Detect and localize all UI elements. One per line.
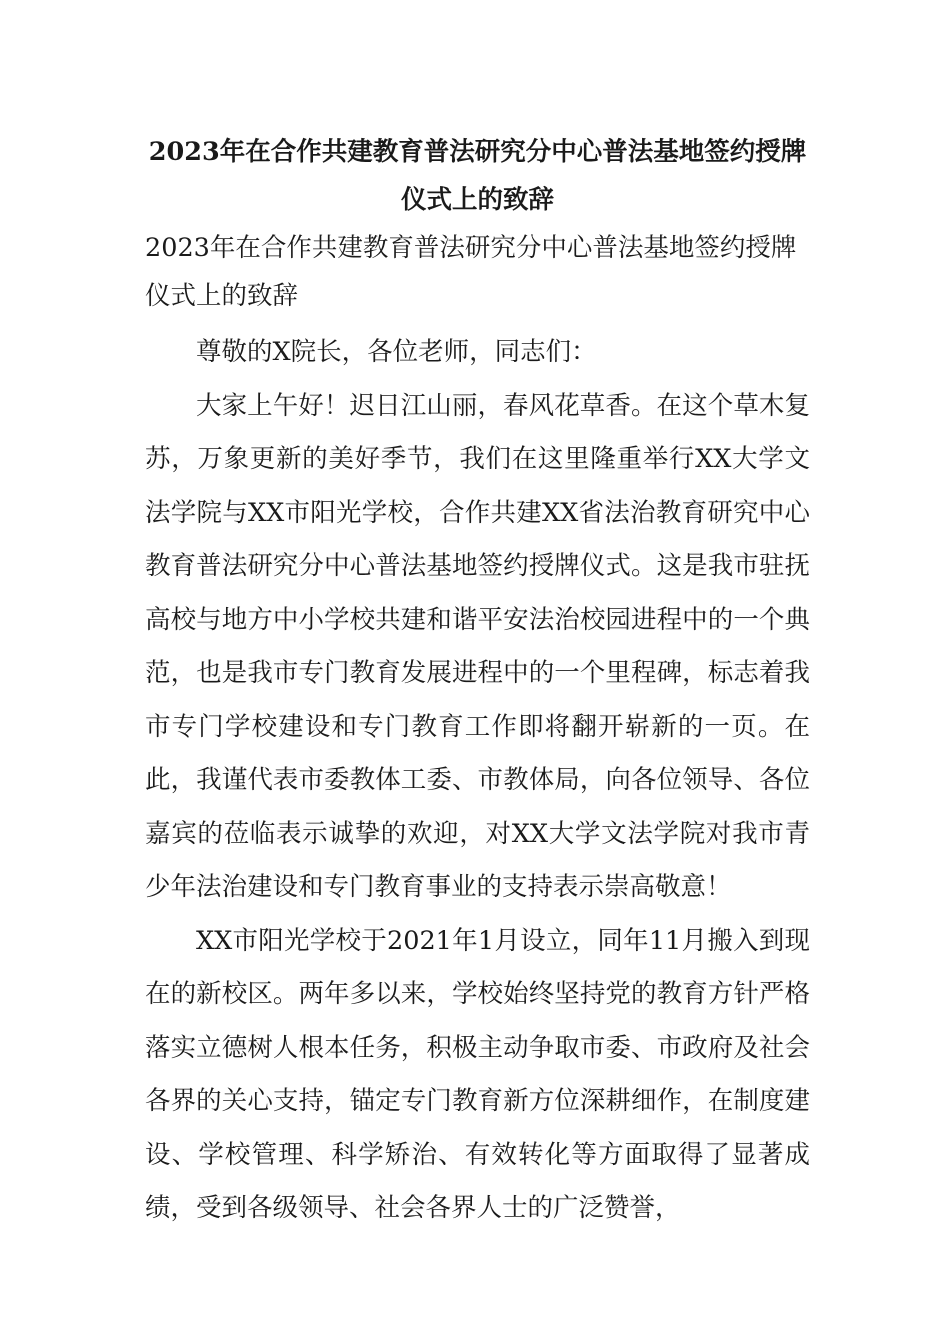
greeting: 尊敬的X院长，各位老师，同志们： [196,337,597,367]
paragraph-2: XX市阳光学校于2021年1月设立，同年11月搬入到现在的新校区。两年多以来，学校始终坚持党的教育方针严格落实立德树人根本任务，积极主动争取市委、市政府及社会各界的关心支持，锚定专门教育新方位深耕细作，在制度建设、学校管理、科学矫治、有效转化等方面取得了显著成绩，受到各级领导、社会各界人士的广泛赞誉， [145,925,810,1223]
subtitle-line-2: 仪式上的致辞 [145,281,299,311]
title-line-2: 仪式上的致辞 [400,185,554,215]
paragraph-1: 大家上午好！迟日江山丽，春风花草香。在这个草木复苏，万象更新的美好季节，我们在这里隆重举行XX大学文法学院与XX市阳光学校，合作共建XX省法治教育研究中心教育普法研究分中心普法基地签约授牌仪式。这是我市驻抚高校与地方中小学校共建和谐平安法治校园进程中的一个典范，也是我市专门教育发展进程中的一个里程碑，标志着我市专门学校建设和专门教育工作即将翻开崭新的一页。在此，我谨代表市委教体工委、市教体局，向各位领导、各位嘉宾的莅临表示诚挚的欢迎，对XX大学文法学院对我市青少年法治建设和专门教育事业的支持表示崇高敬意！ [145,390,810,902]
document-subtitle [145,224,810,320]
document-page [145,128,810,1236]
subtitle-line-1: 2023年在合作共建教育普法研究分中心普法基地签约授牌 [145,233,797,263]
title-line-1: 2023年在合作共建教育普法研究分中心普法基地签约授牌 [148,137,807,167]
document-title [145,128,810,224]
